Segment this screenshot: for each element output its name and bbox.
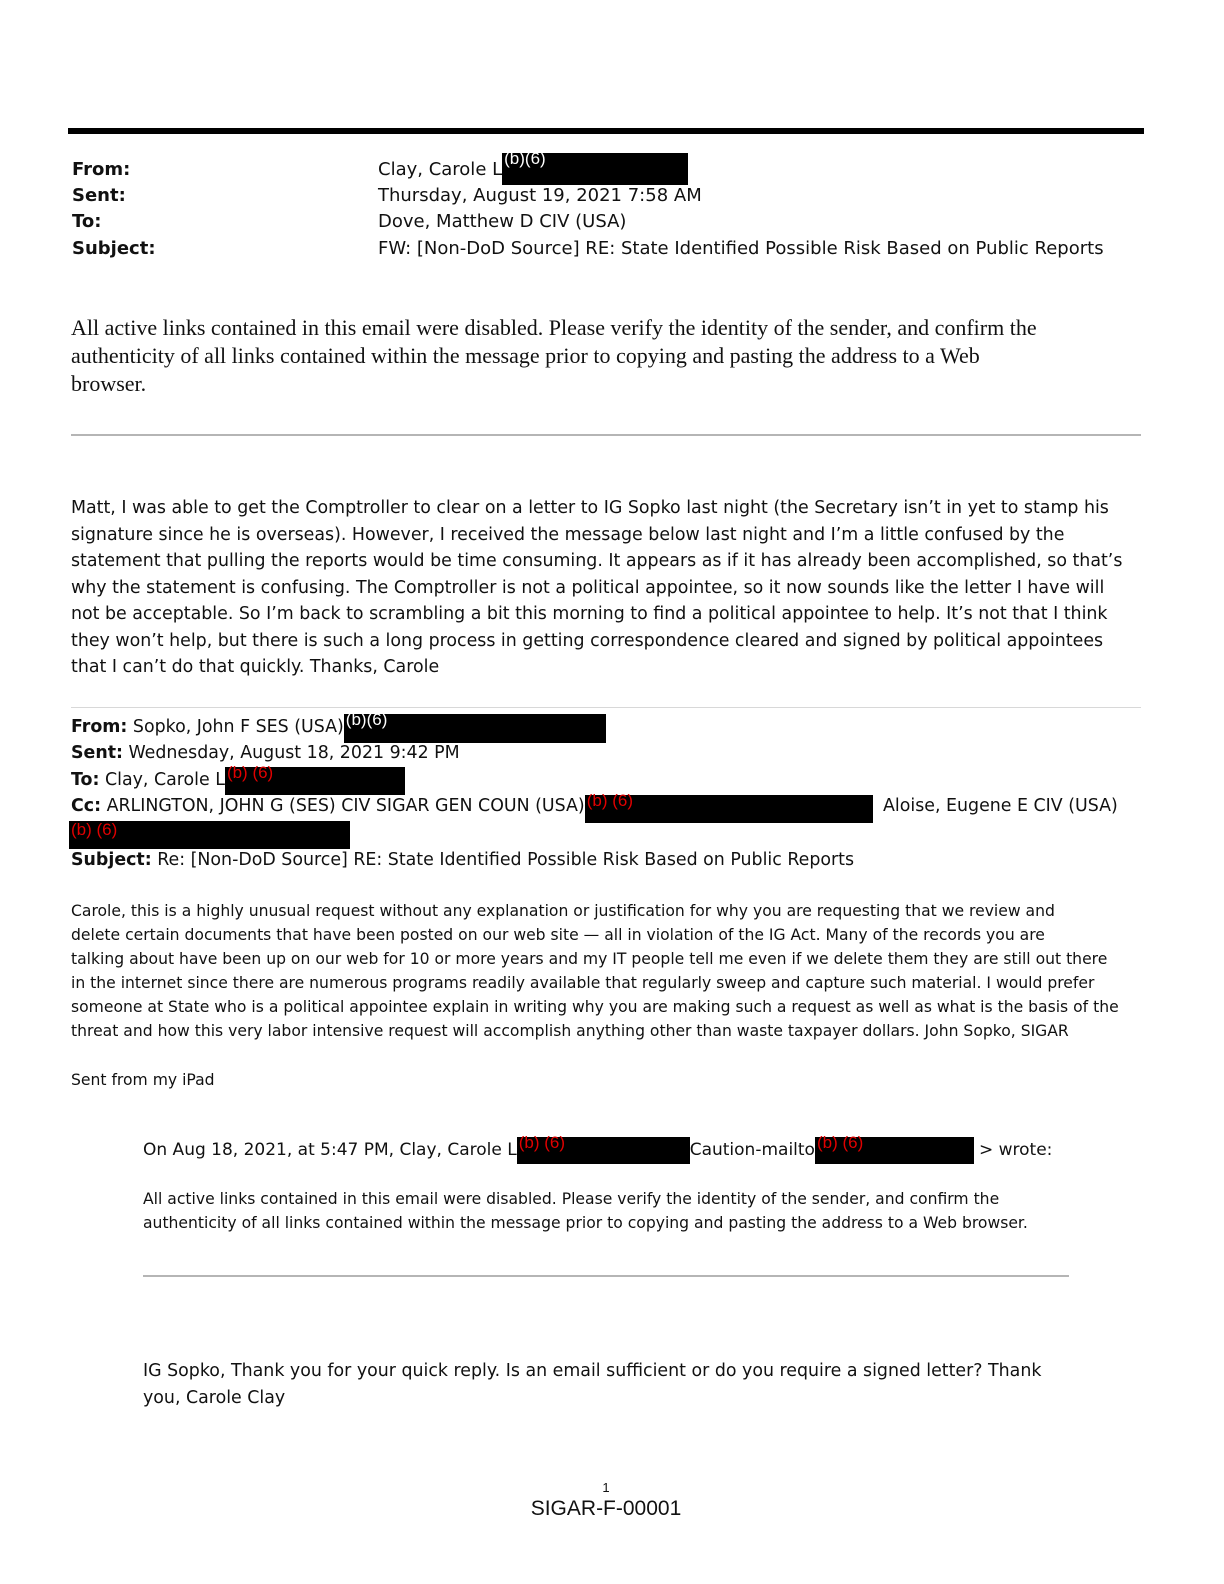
notice-line: All active links contained in this email were disabled. Please verify the identity of the sender, and confirm the — [71, 315, 1037, 340]
notice-line: authenticity of all links contained within the message prior to copying and pasting the address to a Web — [71, 343, 980, 368]
body-line: not be acceptable. So I’m back to scrambling a bit this morning to find a political appointee to help. It’s not that I think — [71, 604, 1108, 624]
sent-value: Thursday, August 19, 2021 7:58 AM — [378, 185, 702, 206]
sent-label: Sent: — [72, 185, 126, 206]
page-number: 1 — [602, 1480, 610, 1495]
body-line: why the statement is confusing. The Comptroller is not a political appointee, so it now sounds like the letter I have will — [71, 577, 1105, 598]
header-top-rule — [68, 128, 1144, 134]
notice-divider — [71, 434, 1141, 436]
body-line: they won’t help, but there is such a long process in getting correspondence cleared and signed by political appointees — [71, 630, 1104, 651]
msg2-cc-value: ARLINGTON, JOHN G (SES) CIV SIGAR GEN COUN (USA) — [106, 796, 585, 816]
msg2-cc-label: Cc: — [71, 796, 102, 816]
msg2-cc-row — [71, 791, 873, 824]
body-line: delete certain documents that have been posted on our web site — all in violation of the IG Act. Many of the records you are — [71, 926, 1045, 944]
message-divider — [71, 707, 1141, 708]
msg2-body — [71, 899, 1119, 1043]
body-line: Carole, this is a highly unusual request without any explanation or justification for why you are requesting that we review and — [71, 902, 1055, 920]
msg2-to-value: Clay, Carole L — [105, 770, 225, 790]
msg2-from-value: Sopko, John F SES (USA) — [132, 717, 344, 737]
redaction-box — [517, 1133, 690, 1164]
msg2-signature: Sent from my iPad — [71, 1071, 215, 1089]
body-line: threat and how this very labor intensive request will accomplish anything other than waste taxpayer dollars. John Sopko, SIGAR — [71, 1022, 1069, 1040]
quoted-intro-suffix: > wrote: — [978, 1140, 1053, 1160]
from-name: Clay, Carole L — [378, 159, 503, 180]
bates-number: SIGAR-F-00001 — [530, 1497, 682, 1520]
redaction-code: (b) (6) — [71, 820, 118, 839]
body-line: IG Sopko, Thank you for your quick reply. Is an email sufficient or do you require a signed letter? Thank — [143, 1361, 1042, 1381]
body-line: in the internet since there are numerous programs readily available that regularly sweep and capture such material. I would prefer — [71, 974, 1095, 992]
redaction-code: (b)(6) — [345, 710, 388, 729]
redaction-code: (b) (6) — [518, 1133, 565, 1152]
msg2-to-label: To: — [71, 770, 100, 790]
notice-line: All active links contained in this email were disabled. Please verify the identity of the sender, and confirm the — [143, 1190, 1000, 1208]
body-line: someone at State who is a political appointee explain in writing why you are making such a request as well as what is the basis of the — [71, 998, 1119, 1016]
msg2-to-row — [71, 763, 405, 798]
quoted-intro — [143, 1133, 1053, 1167]
msg2-subject-row — [71, 850, 854, 870]
redaction-box — [502, 149, 688, 185]
notice-line: authenticity of all links contained within the message prior to copying and pasting the address to a Web browser. — [143, 1214, 1028, 1232]
notice-line: browser. — [71, 371, 147, 396]
msg2-subject-value: Re: [Non-DoD Source] RE: State Identified Possible Risk Based on Public Reports — [157, 850, 855, 870]
subject-label: Subject: — [72, 238, 156, 259]
msg2-from-label: From: — [71, 717, 128, 737]
redaction-box — [815, 1133, 974, 1164]
quoted-intro-middle: Caution-mailto — [689, 1140, 815, 1160]
redaction-code: (b) (6) — [226, 763, 274, 782]
from-label: From: — [72, 159, 131, 180]
redaction-box — [225, 763, 405, 795]
msg2-sent-value: Wednesday, August 18, 2021 9:42 PM — [128, 743, 460, 763]
msg2-subject-label: Subject: — [71, 850, 152, 870]
redaction-code: (b)(6) — [504, 149, 546, 168]
quoted-divider — [143, 1275, 1069, 1277]
msg2-sent-label: Sent: — [71, 743, 123, 763]
body-line: Matt, I was able to get the Comptroller to clear on a letter to IG Sopko last night (the Secretary isn’t in yet to stamp his — [71, 498, 1109, 518]
message-body — [71, 495, 1122, 681]
quoted-body — [143, 1358, 1041, 1411]
msg2-cc-row2 — [69, 821, 350, 849]
quoted-notice — [143, 1187, 1028, 1235]
quoted-intro-prefix: On Aug 18, 2021, at 5:47 PM, Clay, Carole L — [143, 1140, 517, 1160]
msg2-from-row — [71, 710, 606, 746]
to-label: To: — [72, 211, 102, 232]
link-disabled-notice — [71, 314, 1151, 398]
redaction-box — [585, 791, 873, 823]
body-line: statement that pulling the reports would be time consuming. It appears as if it has already been accomplished, so that’s — [71, 551, 1123, 571]
body-line: you, Carole Clay — [143, 1387, 286, 1408]
msg2-cc-value2: Aloise, Eugene E CIV (USA) — [883, 796, 1118, 816]
to-value: Dove, Matthew D CIV (USA) — [378, 211, 627, 232]
redaction-box — [69, 821, 350, 849]
msg2-sent-row — [71, 743, 460, 763]
body-line: signature since he is overseas). However, I received the message below last night and I’m a little confused by the — [71, 524, 1065, 545]
subject-value: FW: [Non-DoD Source] RE: State Identified Possible Risk Based on Public Reports — [378, 238, 1104, 259]
redaction-code: (b) (6) — [586, 791, 633, 810]
redaction-code: (b) (6) — [816, 1133, 864, 1152]
body-line: talking about have been up on our web for 10 or more years and my IT people tell me even if we delete them they are still out there — [71, 950, 1108, 968]
redaction-box — [344, 710, 606, 743]
body-line: that I can’t do that quickly. Thanks, Carole — [71, 657, 440, 677]
